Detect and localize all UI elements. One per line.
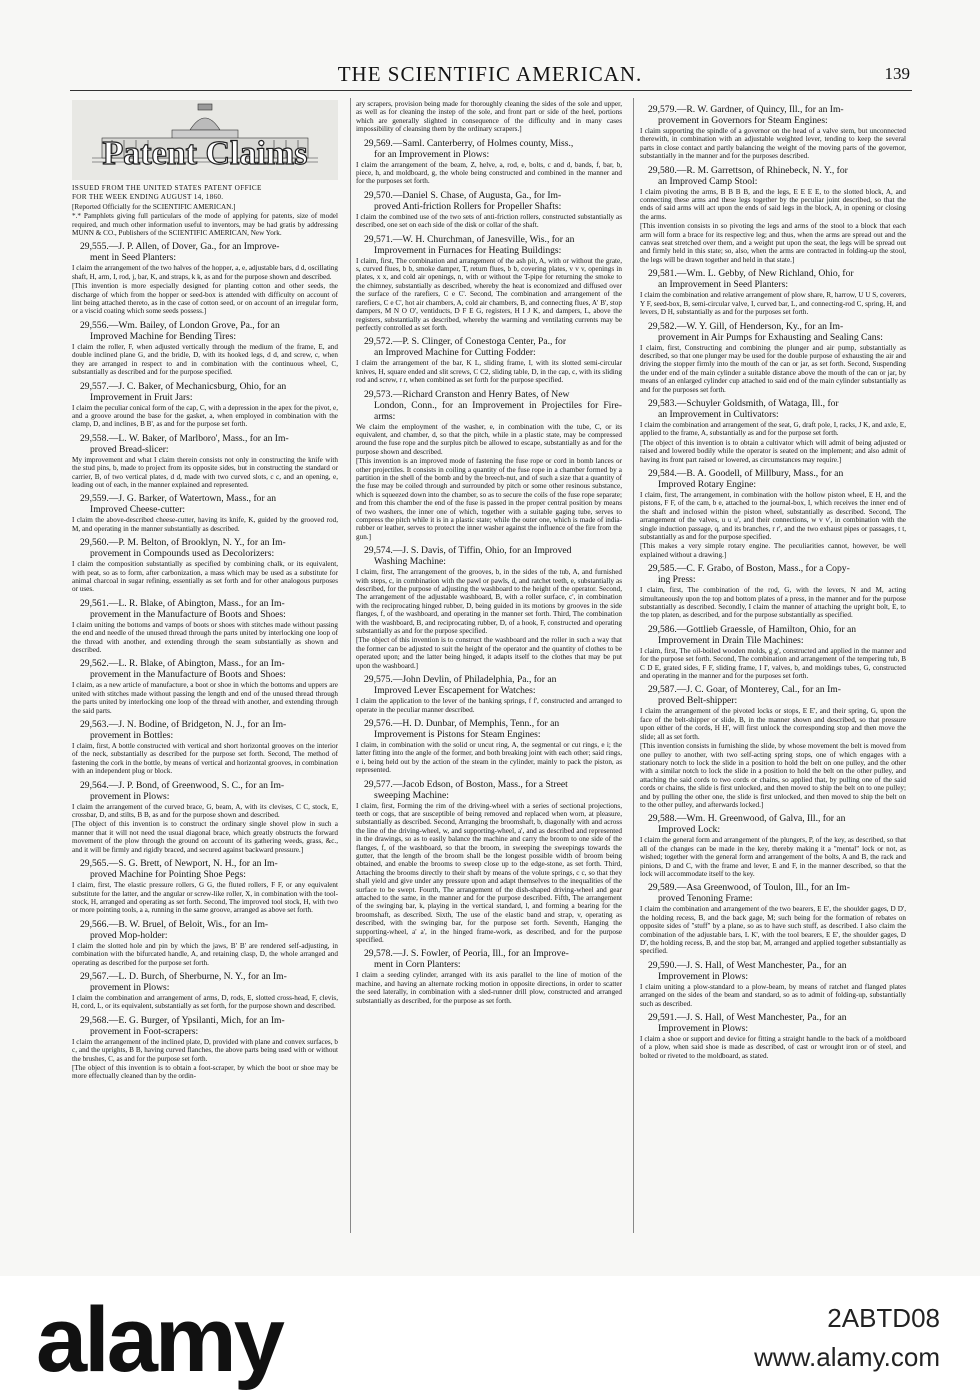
entry-heading: 29,574.—J. S. Davis, of Tiffin, Ohio, for an Improved: [364, 545, 572, 557]
patent-entry: [640, 398, 906, 464]
patent-entry: [72, 241, 338, 315]
patent-entry: [640, 624, 906, 681]
entry-subheading: Improvement is Pistons for Steam Engines:: [374, 728, 541, 740]
patent-entry: [356, 234, 622, 333]
entry-claim: I claim a shoe or support and device for fitting a straight handle to the back of a moldboard of a plow, when said shoe is made as described, of cast or wrought iron or of steel, and bolted or riveted to the moldboard, as stated.: [640, 1035, 906, 1060]
entry-heading: 29,560.—P. M. Belton, of Brooklyn, N. Y., for an Im-: [80, 537, 286, 549]
entry-note: [This makes a very simple rotary engine. The peculiarities cannot, however, be well explained without a drawing.]: [640, 542, 906, 559]
patent-entry: [640, 960, 906, 1008]
entry-subheading: provement in Plows:: [90, 790, 170, 802]
entry-claim: I claim the combination and relative arrangement of plow share, R, harrow, U U S, coverers, Y F, seed-box, B, semi-circular valve, I, curved bar, L, and connecting-rod C, spring, H, and levers, D H, substantially as and for the purposes set forth.: [640, 291, 906, 317]
entry-subheading: proved Machine for Pointing Shoe Pegs:: [90, 869, 246, 881]
patent-entry: [356, 779, 622, 945]
patent-entry: [640, 1012, 906, 1060]
entry-heading: 29,565.—S. G. Brett, of Newport, N. H., for an Im-: [80, 858, 278, 870]
entry-claim: I claim the above-described cheese-cutter, having its knife, K, guided by the grooved rod, M, and operating in the manner substantially as described.: [72, 516, 338, 533]
entry-note: [This invention is more especially designed for planting cotton and other seeds, the discharge of which from the hopper or seed-box is attended with difficulty on account of lint being attached thereto, as in the case of cotton seed, or on account of an irregular form, or a viscid coating which some seeds possess.]: [72, 282, 338, 316]
entry-claim: I claim, in combination with the solid or uncut ring, A, the segmental or cut rings, e i; the latter fitting into the angle of the former, and both breaking joint with each other; said rings, e i, being held out by the action of the steam in the cylinder, mainly to pack the piston, as represented.: [356, 740, 622, 775]
entry-subheading: proved Tenoning Frame:: [658, 893, 753, 905]
entry-heading: 29,572.—P. S. Clinger, of Conestoga Center, Pa., for: [364, 336, 567, 348]
entry-note: [This invention consists in furnishing the slide, by whose movement the belt is moved from one pulley to another, with two self-acting spring stops, one of which engages with a stationary notch to lock the slide in a position to hold the belt on one pulley, and the other with a similar notch to lock the slide in a position to hold the belt on the other pulley, and attaching the said cords to two cords or chains, so applied that, by pulling one of the said cords or chains, the slide is first unlocked, and then moved to ship the belt on to one pulley; and by pulling the other one, the slide is first unlocked, and then moved to ship the belt on to the other pulley, and afterwards locked.]: [640, 742, 906, 809]
entry-heading: 29,571.—W. H. Churchman, of Janesville, Wis., for an: [364, 233, 575, 245]
entry-subheading: ment in Seed Planters:: [90, 252, 177, 264]
entry-claim: I claim the general form and arrangement of the plungers, P, of the key, as described, so that all of the changes can be made in the key, thereby making it a "mental" lock or not, as wished; together with the general form and arrangement of the bolts, A and B, the rack and pinions, D and C, with the frame and lever, E and F, in the manner described, so that the lock will accommodate itself to the key.: [640, 836, 906, 878]
entry-claim: I claim the combination and arrangement of arms, D, rods, E, slotted cross-head, F, clevis, H, cord, L, or its equivalent, substantially as set forth, for the purpose shown and described.: [72, 993, 338, 1011]
entry-note: [The object of this invention is to obtain a foot-scraper, by which the boot or shoe may be more effectually cleaned than by the ordin-: [72, 1063, 338, 1081]
week-line: FOR THE WEEK ENDING AUGUST 14, 1860.: [72, 193, 224, 202]
entry-subheading: ment in Corn Planters:: [374, 959, 461, 971]
patent-entry: [640, 813, 906, 878]
column-divider: [633, 98, 634, 1233]
entry-subheading: provement in Bottles:: [90, 730, 174, 742]
entry-subheading: London, Conn., for an Improvement in Projectiles for Fire-arms:: [374, 399, 622, 422]
entry-subheading: Washing Machine:: [374, 556, 446, 568]
reported-line: [Reported Officially for the SCIENTIFIC AMERICAN.]: [72, 202, 236, 211]
entry-note: [The object of this invention is to construct the ordinary single shovel plow in such a manner that it will not need the usual diagonal brace, which greatly obstructs the forward movement of the plow through the ground on account of its gathering weeds, grass, &c., and it will be firmly and rigidly braced, and secured against backward pressure.]: [72, 820, 338, 854]
entry-claim: I claim, as a new article of manufacture, a boot or shoe in which the bottoms and uppers are united with stitches made without passing the length and end of the unused thread through the parts united by interlocking one loop of the thread with another, and extending through the said parts.: [72, 681, 338, 715]
patent-entry: [640, 104, 906, 161]
patent-entry: [72, 381, 338, 429]
entry-heading: 29,588.—Wm. H. Greenwood, of Galva, Ill., for an: [648, 813, 846, 825]
column-2: [356, 100, 622, 1236]
entry-heading: 29,585.—C. F. Grabo, of Boston, Mass., for a Copy-: [648, 563, 850, 575]
entry-heading: 29,573.—Richard Cranston and Henry Bates, of New: [364, 388, 570, 400]
entry-subheading: Improvement in Plows:: [658, 970, 749, 982]
entry-heading: 29,576.—H. D. Dunbar, of Memphis, Tenn., for an: [364, 717, 560, 729]
entry-claim: I claim the arrangement of the curved brace, G, beam, A, with its clevises, C C, stock, E, crossbar, D, and stilts, B B, as and for the purpose shown and described.: [72, 802, 338, 820]
entry-subheading: Improved Lever Escapement for Watches:: [374, 685, 536, 697]
image-id: 2ABTD08: [827, 1303, 940, 1333]
patent-entry: [72, 493, 338, 533]
patent-entry: [640, 468, 906, 559]
entry-heading: 29,558.—L. W. Baker, of Marlboro', Mass., for an Im-: [80, 432, 289, 444]
entry-subheading: provement in Compounds used as Decolorizers:: [90, 548, 275, 560]
entry-heading: 29,582.—W. Y. Gill, of Henderson, Ky., for an Im-: [648, 320, 844, 332]
pamphlet-notice: *.* Pamphlets giving full particulars of the mode of applying for patents, size of model required, and much other information useful to inventors, may be had gratis by addressing MUNN & CO., Publishers of the SCIENTIFIC AMERICAN, New York.: [72, 212, 338, 238]
svg-text:Patent Claims: Patent Claims: [102, 135, 308, 172]
entry-subheading: an Improved Camp Stool:: [658, 175, 758, 187]
entry-heading: 29,589.—Asa Greenwood, of Toulon, Ill., for an Im-: [648, 882, 850, 894]
entry-claim: I claim pivoting the arms, B B B B, and the legs, E E E E, to the slotted block, A, and connecting these arms and these legs together by the peculiar joint described, so that the ends of said arms will act upon the ends of said legs in the block, A, in opening or closing the arms.: [640, 187, 906, 221]
entry-heading: 29,564.—J. P. Bond, of Greenwood, S. C., for an Im-: [80, 779, 285, 791]
patent-entry: [72, 658, 338, 715]
patent-entry: [356, 674, 622, 714]
capitol-building-icon: [72, 100, 338, 180]
patent-claims-masthead: [72, 100, 338, 180]
entry-claim: I claim the arrangement of the beam, Z, helve, a, rod, e, bolts, c and d, bands, f, bar, b, piece, h, and moldboard, g, the whole being constructed and combined in the manner and for the purposes set forth.: [356, 160, 622, 186]
entry-heading: 29,555.—J. P. Allen, of Dover, Ga., for an Improve-: [80, 241, 280, 253]
entry-heading: 29,556.—Wm. Bailey, of London Grove, Pa., for an: [80, 319, 280, 331]
column-divider: [350, 98, 351, 1233]
entry-subheading: Improved Machine for Bending Tires:: [90, 330, 237, 342]
entry-heading: 29,584.—B. A. Goodell, of Millbury, Mass., for an: [648, 467, 844, 479]
entry-claim: I claim, first, The elastic pressure rollers, G G, the fluted rollers, F F, or any equivalent substitute for the latter, and the angular or screw-like roller, X, in combination with the tool-stock, H, arranged and operating as set forth. Second, The improved tool stock, H, with two or more pointing tools, a a, running in the same groove, arranged as above set forth.: [72, 881, 338, 915]
continued-text: ary scrapers, provision being made for thoroughly cleaning the sides of the sole and upper, as well as for cleaning the instep of the sole, and front part or side of the heel, portions which are generally slighted in consequence of the difficulty and in many cases impossibility of cleansing them by the ordinary scrapers.]: [356, 100, 622, 134]
entry-claim: I claim the combination and arrangement of the seat, G, draft pole, I, racks, J K, and axle, E, applied to the frame, A, substantially as and for the purpose set forth.: [640, 420, 906, 438]
patent-entry: [356, 545, 622, 670]
entry-claim: I claim the slotted hole and pin by which the jaws, B' B' are rendered self-adjusting, in combination with the bifurcated handle, A, and retaining clasp, D, the whole arranged and operating as described for the purpose set forth.: [72, 941, 338, 967]
entry-claim: I claim the combined use of the two sets of anti-friction rollers, constructed substantially as described, one set on each side of the disk or collar of the shaft.: [356, 212, 622, 230]
entry-subheading: an Improvement in Seed Planters:: [658, 279, 789, 291]
patent-entry: [72, 433, 338, 490]
entry-note: [This invention is an improved mode of fastening the fuse rope or cord in bomb lances or other projectiles. It consists in coiling a quantity of the fuse rope in a chamber formed by a partition in the shell of the bomb and by the breech-nut, and of such a size that a quantity of the fuse may be coiled through and surrounded by pitch or some other resinous substance, which is squeezed down into the chamber, so as to secure the coils of the fuse rope separate; and from this chamber the end of the fuse is passed in the proper central position by means of two washers, the inner one of which, together with a suitable gaging tube, serves to compress the pitch while it is in a plastic state; while the outer one, which is made of india-rubber or leather, serves to protect the inner washer against the influence of the fire from the gun.]: [356, 457, 622, 541]
patent-entry: [640, 268, 906, 316]
page-header: [70, 62, 910, 88]
watermark-url: www.alamy.com: [754, 1342, 940, 1372]
entry-heading: 29,561.—L. R. Blake, of Abington, Mass., for an Im-: [80, 597, 285, 609]
entry-subheading: an Improved Machine for Cutting Fodder:: [374, 347, 536, 359]
entry-subheading: for an Improvement in Plows:: [374, 148, 490, 160]
patent-entry: [72, 858, 338, 915]
entry-claim: I claim uniting a plow-standard to a plow-beam, by means of ratchet and flanged plates arranged on the sides of the beam and standard, so as to admit of folding-up, substantially such as described.: [640, 982, 906, 1008]
entry-claim: We claim the employment of the washer, e, in combination with the tube, C, or its equivalent, and chamber, d, so that the pitch, while in a plastic state, may be compressed around the fuse rope and the surplus pitch be allowed to escape, substantially as and for the purpose shown and described.: [356, 422, 622, 456]
entry-claim: I claim uniting the bottoms and vamps of boots or shoes with stitches made without passing the end and needle of the unused thread through the parts united by interlocking one loop of the thread with another, and extending through the seam substantially as shown and described.: [72, 620, 338, 654]
patent-entry: [72, 919, 338, 967]
entry-heading: 29,569.—Saml. Canterberry, of Holmes county, Miss.,: [364, 137, 574, 149]
entry-claim: I claim supporting the spindle of a governor on the head of a valve stem, but unconnected therewith, in combination with an adjustable weighted lever, tending to keep the several parts in close contact and partly balancing the weight of the moving parts of the governor, substantially in the manner and for the purposes described.: [640, 127, 906, 161]
entry-subheading: provement in Air Pumps for Exhausting and Sealing Cans:: [658, 331, 883, 343]
patent-entry: [72, 537, 338, 594]
patent-entry: [640, 563, 906, 620]
entry-claim: I claim a seeding cylinder, arranged with its axis parallel to the line of motion of the machine, and having an alternate rocking motion in opposite directions, in order to scatter the seed laterally, in combination with a sled-runner drill plow, constructed and arranged substantially as described, for the purpose as set forth.: [356, 971, 622, 1005]
patent-entry: [72, 320, 338, 377]
patent-entry: [72, 971, 338, 1011]
entry-heading: 29,575.—John Devlin, of Philadelphia, Pa., for an: [364, 674, 557, 686]
entry-heading: 29,578.—J. S. Fowler, of Peoria, Ill., for an Improve-: [364, 948, 569, 960]
entry-claim: I claim the application to the lever of the banking springs, f f', constructed and arranged to operate in the peculiar manner described.: [356, 697, 622, 714]
entry-subheading: provement in Plows:: [90, 981, 170, 993]
entry-subheading: Improvement in Fruit Jars:: [90, 391, 193, 403]
entry-heading: 29,586.—Gottlieb Graessle, of Hamilton, Ohio, for an: [648, 623, 857, 635]
page-title: THE SCIENTIFIC AMERICAN.: [337, 62, 643, 86]
alamy-logo: alamy: [36, 1289, 282, 1391]
entry-subheading: Improvement in Furnaces for Heating Buildings:: [374, 244, 562, 256]
entry-heading: 29,559.—J. G. Barker, of Watertown, Mass., for an: [80, 493, 277, 505]
column-1: [72, 100, 338, 1236]
entry-heading: 29,570.—Daniel S. Chase, of Augusta, Ga., for Im-: [364, 189, 562, 201]
entry-heading: 29,562.—L. R. Blake, of Abington, Mass., for an Im-: [80, 658, 285, 670]
entry-claim: I claim the composition substantially as specified by combining chalk, or its equivalent, with peat, so as to form, after carbonization, a mass which may be used as a substitute for animal charcoal in sugar refining, essentially as set forth and for other analogous purposes or uses.: [72, 560, 338, 594]
entry-claim: I claim the arrangement of the pivoted locks or stops, E E', and their spring, G, upon the face of the belt-shipper or slide, B, in the manner shown and described, so that pressure upon either of the cords, H H', will first unlock the corresponding stop and then move the slide; all as set forth.: [640, 707, 906, 741]
entry-claim: I claim, first, Constructing and combining the plunger and air pump, substantially as described, so that one plunger may be used for the double purpose of exhausting the air and driving the stopper firmly into the mouth of the can or jar, as set forth. Second, Suspending the under end of the main cylinder a suitable distance above the mouth of the can or jar, by means of an enlarged cylinder cup attached to said end of the main cylinder substantially as and for the purposes set forth.: [640, 343, 906, 394]
patent-entry: [72, 598, 338, 655]
patent-entry: [640, 321, 906, 394]
entry-subheading: sweeping Machine:: [374, 789, 449, 801]
entry-subheading: provement in the Manufacture of Boots and Shoes:: [90, 669, 286, 681]
patent-entry: [356, 138, 622, 186]
entry-subheading: provement in the Manufacture of Boots and Shoes:: [90, 608, 286, 620]
patent-entry: [72, 1015, 338, 1081]
entry-claim: I claim, first, Forming the rim of the driving-wheel with a series of sectional projections, teeth or cogs, that are susceptible of being removed and replaced when worn, at pleasure, substantially as described. Second, Arranging the broomshaft, b, diagonally with and across the line of the driving-wheel, w, and supporting-wheel, a', and as described and represented in the drawings, so as to easily balance the machine and carry the broom to one side of the flanges, f, of the washboard, so that the broom, in sweeping the sweepings towards the gutter, that the length of the broom shall be the longest possible width of broom being obtained, and enable the brooms to sweep close up to the edge-stone, as set forth. Third, Attaching the brooms directly to their shaft by means of the volute springs, c c, so that they shall yield and give under any pressure upon and adapt themselves to the inequalities of the surface to be swept. Fourth, The arrangement of the dish-shaped driving-wheel and gear attached to the same, in the manner and for the purpose described. Fifth, The arrangement of the swinging bar, k, playing in the vertical standard, l, and forming a bearing for the broomshaft, as described. Sixth, The use of the elastic band and strap, v, operating as described, with the swinging bar, for the purpose set forth. Seventh, Hanging the supporting-wheel, a' a', in the hinged frame-work, as described, and for the purpose specified.: [356, 801, 622, 945]
column-3: [640, 100, 906, 1236]
page-number: 139: [884, 64, 910, 83]
header-rule: [70, 90, 912, 91]
entry-heading: 29,587.—J. C. Goar, of Monterey, Cal., for an Im-: [648, 684, 841, 696]
patent-entry: [356, 190, 622, 230]
patent-entry: [356, 718, 622, 775]
entry-subheading: provement in Governors for Steam Engines:: [658, 115, 828, 126]
entry-subheading: Improved Rotary Engine:: [658, 478, 757, 490]
patent-entry: [356, 948, 622, 1005]
entry-subheading: Improved Lock:: [658, 824, 721, 836]
entry-heading: 29,568.—E. G. Burger, of Ypsilanti, Mich, for an Im-: [80, 1014, 285, 1026]
patent-entry: [356, 336, 622, 384]
issued-line: ISSUED FROM THE UNITED STATES PATENT OFFICE: [72, 184, 262, 192]
entry-heading: 29,591.—J. S. Hall, of West Manchester, Pa., for an: [648, 1012, 847, 1024]
entry-subheading: ing Press:: [658, 574, 696, 586]
entry-heading: 29,563.—J. N. Bodine, of Bridgeton, N. J., for an Im-: [80, 719, 287, 731]
entry-heading: 29,581.—Wm. L. Gebby, of New Richland, Ohio, for: [648, 268, 854, 280]
entry-heading: 29,590.—J. S. Hall, of West Manchester, Pa., for an: [648, 959, 847, 971]
entry-claim: I claim the arrangement of the bar, K L, sliding frame, I, with its slotted semi-circular knives, H, square ended and slit screws, C C2, sliding table, D, in the cap, c, with its sliding rod and screw, r r, when combined as set forth for the purpose specified.: [356, 359, 622, 385]
entry-subheading: proved Mop-holder:: [90, 929, 168, 941]
entry-heading: 29,577.—Jacob Edson, of Boston, Mass., for a Street: [364, 778, 568, 790]
entry-heading: 29,579.—R. W. Gardner, of Quincy, Ill., for an Im-: [648, 104, 844, 115]
entry-claim: I claim, first, The combination of the rod, G, with the levers, N and M, acting simultaneously upon the top and bottom plates of a press, in the manner and for the purpose substantially as described. Secondly, I claim the manner of attaching the upright bolt, E, to the top platen, as described, and for the purpose substantially as specified.: [640, 586, 906, 620]
entry-subheading: provement in Foot-scrapers:: [90, 1025, 199, 1037]
entry-subheading: Improved Cheese-cutter:: [90, 504, 186, 516]
entry-claim: I claim the roller, F, when adjusted vertically through the medium of the frame, E, and double inclined plane G, and the bridle, D, with its hooked legs, d d, and screw, c, when they are arranged in respect to and in combination with the continuous wheel, C, substantially as described and for the purpose specified.: [72, 342, 338, 377]
entry-claim: I claim the arrangement of the inclined plate, D, provided with plane and convex surfaces, b c, and the uprights, B B, having curved flanches, the above parts being used with or without the brushes, C, as and for the purpose set forth.: [72, 1037, 338, 1063]
entry-claim: I claim, first, The combination and arrangement of the ash pit, A, with or without the grate, s, curved flues, b b, smoke damper, T, return flues, b b, covering plates, v v v, openings in plates, x x, and cold air openings, n, with or without the T-pipe for returning the smoke to the chimney, substantially as described, whereby the heat is economized and diffused over the surface of the rarefiers, C e C'. Second, The combination and arrangement of the rarefiers, C e C', hot air chambers, A, cold air chambers, B, and connecting flues, A' B', stop dampers, M N O O', ventiducts, D F E G, registers, H I J K, and dampers, L, above the registers, substantially as described, whereby the warming and ventilating currents may be perfectly controlled as set forth.: [356, 256, 622, 332]
entry-subheading: proved Belt-shipper:: [658, 695, 738, 707]
patent-entry: [356, 389, 622, 542]
entry-claim: I claim, first, A bottle constructed with vertical and short horizontal grooves on the interior of the neck, substantially as described for the purpose set forth. Second, The method of fastening the cork in the bottle, by means of vertical and horizontal grooves, in combination with an independent plug or block.: [72, 742, 338, 776]
entry-heading: 29,567.—L. D. Burch, of Sherburne, N. Y., for an Im-: [80, 970, 287, 982]
entry-heading: 29,580.—R. M. Garrettson, of Rhinebeck, N. Y., for: [648, 164, 848, 176]
patent-entry: [72, 780, 338, 854]
entry-heading: 29,566.—B. W. Bruel, of Beloit, Wis., for an Im-: [80, 918, 269, 930]
entry-claim: I claim the arrangement of the two halves of the hopper, a, e, adjustable bars, d d, oscillating shaft, H, arm, I, rod, j, bar, K, and straps, k k, as and for the purpose shown and described.: [72, 264, 338, 281]
patent-entry: [640, 165, 906, 265]
entry-subheading: an Improvement in Cultivators:: [658, 408, 779, 420]
entry-subheading: Improvement in Plows:: [658, 1023, 749, 1035]
entry-claim: I claim, first, The arrangement of the grooves, b, in the sides of the tub, A, and furnished with steps, c, in combination with the pawl or pawls, d, and ratchet teeth, e, substantially as described, for the purpose of adjusting the washboard to the height of the operator. Second, The arrangement of the adjustable washboard, B, with a roller surface, c', in combination with the reciprocating hinged rubber, D, being guided in its motions by grooves in the side flanges, f, of the washboard, and operating in the manner set forth. Third, The combination with the washboard, B, and reciprocating rubber, D, of a hook, F, constructed and operating substantially as and for the purpose specified.: [356, 568, 622, 636]
entry-subheading: proved Anti-friction Rollers for Propeller Shafts:: [374, 200, 562, 212]
patent-entry: [640, 882, 906, 955]
entry-note: [The object of this invention is to construct the washboard and the roller in such a way that the former can be adjusted to suit the height of the operator and the quantity of clothes to be operated upon; and the latter being hinged, it adapts itself to the clothes that may be put upon the washboard.]: [356, 636, 622, 670]
entry-claim: I claim the peculiar conical form of the cap, C, with a depression in the apex for the pivot, e, and a groove around the base for the gasket, a, when employed in combination with the clamp, D, and inclines, B B', as and for the purpose set forth.: [72, 403, 338, 429]
patent-entry: [640, 684, 906, 809]
entry-subheading: proved Bread-slicer:: [90, 443, 169, 455]
entry-subheading: Improvement in Drain Tile Machines:: [658, 634, 804, 646]
entry-claim: I claim, first, The oil-boiled wooden molds, g g', constructed and applied in the manner and for the purpose set forth. Second, The combination and arrangement of the tempering tub, B C D E, grated sides, F F, sliding frame, I I', valves, b, and moldings tubes, G, constructed and operating in the manner and for the purposes set forth.: [640, 646, 906, 681]
entry-heading: 29,557.—J. C. Baker, of Mechanicsburg, Ohio, for an: [80, 380, 287, 392]
entry-claim: I claim the combination and arrangement of the two bearers, E E', the shoulder gages, D D', the holding recess, B, and the back gage, M; such being for the formation of rebates on opposite sides of "stuff" by a plane, so as to have such stuff, as described. I also claim the combination of the adjustable bars, L K', with the tool bearers, E E', the shoulder gages, D D', the holding recess, B, and the stop bar, M, arranged and applied together substantially as specified.: [640, 905, 906, 956]
entry-note: [The object of this invention is to obtain a cultivator which will admit of being adjusted or raised and lowered bodily while the operator is seated on the implement; and also admit of having its front part raised or lowered, as circumstances may require.]: [640, 438, 906, 464]
entry-claim: I claim, first, The arrangement, in combination with the hollow piston wheel, E H, and the pistons, F F, of the cam, b e, attached to the journal-box, I, which receives the inner end of the shaft and inclosed within the piston wheel, substantially as described. Second, The arrangement of the valves, u u u', and their connections, w v v', in combination with the single induction passage, q, and its branches, r r', and the two exhaust pipes or passages, t t, substantially as and for the purpose specified.: [640, 490, 906, 541]
entry-heading: 29,583.—Schuyler Goldsmith, of Wataga, Ill., for: [648, 397, 839, 409]
entry-note: [This invention consists in so pivoting the legs and arms of the stool to a block that each arm will form a brace for its respective leg; and thus, when the arms are spread out and the canvas seat stretched over them, and a weight put upon the seat, the legs will be spread out and firmly held in this state; so, also, when the arms are contracted in folding-up the stool, the legs will be drawn together and held in that state.]: [640, 222, 906, 264]
patent-entry: [72, 719, 338, 776]
entry-claim: My improvement and what I claim therein consists not only in constructing the knife with the stud pins, b, made to project from its opposite sides, but in constructing the standard or carrier, B, of two vertical plates, d d, made with two curved slots, c c, and an opening, e, leading out of each, in the manner explained and represented.: [72, 455, 338, 489]
